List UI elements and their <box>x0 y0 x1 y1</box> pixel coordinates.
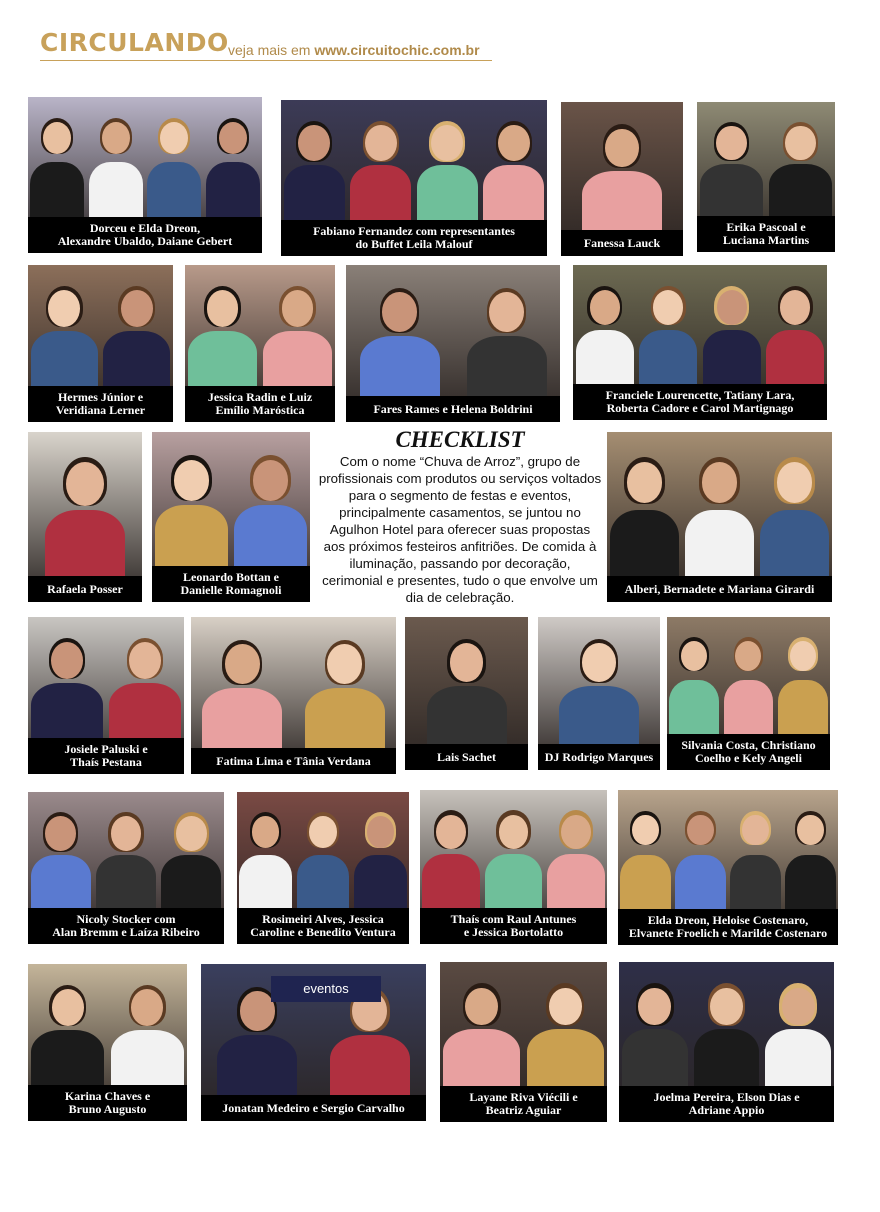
person-figure <box>147 111 201 217</box>
photo-caption <box>561 230 683 256</box>
photo-caption <box>697 216 835 252</box>
caption-line: Caroline e Benedito Ventura <box>250 925 396 939</box>
photo-caption <box>573 384 827 420</box>
photo-caption <box>619 1086 834 1122</box>
person-figure <box>206 111 260 217</box>
caption-line: Josiele Paluski e <box>64 742 148 756</box>
person-figure <box>547 804 604 908</box>
caption-line: Franciele Lourencette, Tatiany Lara, <box>605 388 795 402</box>
event-photo <box>152 432 310 602</box>
photo-caption <box>28 217 262 253</box>
caption-line: Thaís com Raul Antunes <box>450 912 577 926</box>
caption-line: e Jessica Bortolatto <box>463 925 564 939</box>
person-figure <box>111 979 184 1085</box>
caption-line: Veridiana Lerner <box>55 403 146 417</box>
person-figure <box>354 806 407 908</box>
event-photo <box>440 962 607 1122</box>
caption-line: Fabiano Fernandez com representantes <box>313 224 515 238</box>
person-figure <box>467 281 547 396</box>
event-photo <box>607 432 832 602</box>
photo-caption <box>28 1085 187 1121</box>
person-figure <box>155 448 228 566</box>
section-title: CIRCULANDO <box>40 28 229 57</box>
caption-line: Leonardo Bottan e <box>183 570 279 584</box>
event-photo <box>667 617 830 770</box>
photo-caption <box>237 908 409 944</box>
event-photo <box>28 265 173 422</box>
event-photo <box>538 617 660 770</box>
caption-line: Rafaela Posser <box>47 581 123 596</box>
person-figure <box>284 114 345 220</box>
caption-line: Hermes Júnior e <box>57 390 144 404</box>
checklist-body: Com o nome “Chuva de Arroz”, grupo de profissionais com produtos ou serviços voltados para o segmento de festas e eventos, principalmente casamentos, se juntou no Agulhon Hotel para oferecer suas propostas aos próximos festeiros anfitriões. De comida à iluminação, passando por decoração, cerimonial e presentes, tudo o que envolve um dia de celebração. <box>318 454 602 605</box>
caption-line: Danielle Romagnoli <box>180 583 282 597</box>
person-figure <box>239 806 292 908</box>
event-photo <box>237 792 409 944</box>
caption-line: Nicoly Stocker com <box>76 912 176 926</box>
photo-caption <box>420 908 607 944</box>
person-figure <box>559 632 639 744</box>
person-figure <box>89 111 143 217</box>
person-figure <box>685 449 754 576</box>
photo-caption <box>607 576 832 602</box>
person-figure <box>485 804 542 908</box>
caption-line: Alexandre Ubaldo, Daiane Gebert <box>57 234 233 248</box>
event-photo <box>420 790 607 944</box>
person-figure <box>109 632 181 738</box>
caption-line: Alan Bremm e Laíza Ribeiro <box>52 925 200 939</box>
person-figure <box>785 804 836 909</box>
person-figure <box>669 631 719 734</box>
caption-line: Fares Rames e Helena Boldrini <box>373 401 533 416</box>
person-figure <box>760 449 829 576</box>
event-photo <box>619 962 834 1122</box>
person-figure <box>778 631 828 734</box>
caption-line: Karina Chaves e <box>64 1089 151 1103</box>
checklist-article <box>318 428 602 604</box>
caption-line: Joelma Pereira, Elson Dias e <box>653 1090 800 1104</box>
caption-line: Emílio Maróstica <box>215 403 305 417</box>
photo-caption <box>185 386 335 422</box>
person-figure <box>700 116 763 216</box>
person-figure <box>694 977 760 1086</box>
person-figure <box>675 804 726 909</box>
person-figure <box>620 804 671 909</box>
person-figure <box>202 633 282 748</box>
photo-caption <box>201 1095 426 1121</box>
event-photo <box>346 265 560 422</box>
photo-caption <box>191 748 396 774</box>
person-figure <box>360 281 440 396</box>
caption-line: Dorceu e Elda Dreon, <box>89 221 201 235</box>
photo-caption <box>346 396 560 422</box>
event-banner: eventos <box>271 976 381 1002</box>
person-figure <box>45 449 125 576</box>
person-figure <box>30 111 84 217</box>
person-figure <box>417 114 478 220</box>
caption-line: Fatima Lima e Tânia Verdana <box>216 753 371 768</box>
photo-caption <box>440 1086 607 1122</box>
person-figure <box>527 977 604 1086</box>
person-figure <box>96 806 156 908</box>
person-figure <box>769 116 832 216</box>
caption-line: Adriane Appio <box>688 1103 765 1117</box>
event-photo <box>28 964 187 1121</box>
caption-line: DJ Rodrigo Marques <box>544 749 654 764</box>
person-figure <box>350 114 411 220</box>
person-figure <box>730 804 781 909</box>
caption-line: do Buffet Leila Malouf <box>355 237 473 251</box>
photo-caption <box>28 576 142 602</box>
event-photo <box>191 617 396 774</box>
photo-caption <box>28 738 184 774</box>
caption-line: Bruno Augusto <box>68 1102 147 1116</box>
caption-line: Alberi, Bernadete e Mariana Girardi <box>624 581 815 596</box>
caption-line: Layane Riva Viécili e <box>469 1090 578 1104</box>
caption-line: Jessica Radin e Luiz <box>207 390 313 404</box>
caption-line: Lais Sachet <box>436 749 496 764</box>
photo-caption <box>405 744 528 770</box>
caption-line: Roberta Cadore e Carol Martignago <box>606 401 794 415</box>
caption-line: Thaís Pestana <box>70 755 142 769</box>
person-figure <box>622 977 688 1086</box>
header-divider <box>40 60 492 61</box>
event-photo <box>201 964 426 1121</box>
photo-caption <box>152 566 310 602</box>
person-figure <box>576 279 634 384</box>
event-photo <box>28 97 262 253</box>
caption-line: Erika Pascoal e <box>726 220 806 234</box>
event-photo <box>281 100 547 256</box>
event-photo <box>185 265 335 422</box>
person-figure <box>703 279 761 384</box>
person-figure <box>610 449 679 576</box>
event-photo <box>697 102 835 252</box>
person-figure <box>483 114 544 220</box>
event-photo <box>28 432 142 602</box>
event-photo <box>28 792 224 944</box>
event-photo <box>618 790 838 945</box>
person-figure <box>765 977 831 1086</box>
photo-caption <box>618 909 838 945</box>
caption-line: Fanessa Lauck <box>583 235 661 250</box>
person-figure <box>297 806 350 908</box>
caption-line: Silvania Costa, Christiano <box>681 738 816 752</box>
caption-line: Rosimeiri Alves, Jessica <box>262 912 384 926</box>
person-figure <box>263 280 332 386</box>
caption-line: Elvanete Froelich e Marilde Costenaro <box>628 926 828 940</box>
caption-line: Coelho e Kely Angeli <box>694 751 802 765</box>
caption-line: Elda Dreon, Heloise Costenaro, <box>647 913 809 927</box>
photo-caption <box>28 386 173 422</box>
caption-line: Jonatan Medeiro e Sergio Carvalho <box>222 1100 405 1115</box>
event-photo <box>28 617 184 774</box>
person-figure <box>31 632 103 738</box>
person-figure <box>639 279 697 384</box>
caption-line: Beatriz Aguiar <box>485 1103 562 1117</box>
person-figure <box>103 280 170 386</box>
website-note <box>228 42 480 58</box>
caption-line: Luciana Martins <box>722 233 810 247</box>
photo-caption <box>538 744 660 770</box>
person-figure <box>427 632 507 744</box>
person-figure <box>31 979 104 1085</box>
person-figure <box>422 804 479 908</box>
person-figure <box>582 117 662 230</box>
photo-caption <box>281 220 547 256</box>
person-figure <box>305 633 385 748</box>
person-figure <box>234 448 307 566</box>
event-photo <box>405 617 528 770</box>
person-figure <box>766 279 824 384</box>
event-photo <box>573 265 827 420</box>
person-figure <box>31 806 91 908</box>
photo-caption <box>667 734 830 770</box>
website-link[interactable]: www.circuitochic.com.br <box>314 42 480 58</box>
checklist-title: CHECKLIST <box>395 427 525 452</box>
person-figure <box>188 280 257 386</box>
section-header <box>40 26 492 62</box>
person-figure <box>443 977 520 1086</box>
person-figure <box>724 631 774 734</box>
person-figure <box>161 806 221 908</box>
photo-caption <box>28 908 224 944</box>
event-photo <box>561 102 683 256</box>
website-prefix: veja mais em <box>228 42 311 58</box>
person-figure <box>31 280 98 386</box>
